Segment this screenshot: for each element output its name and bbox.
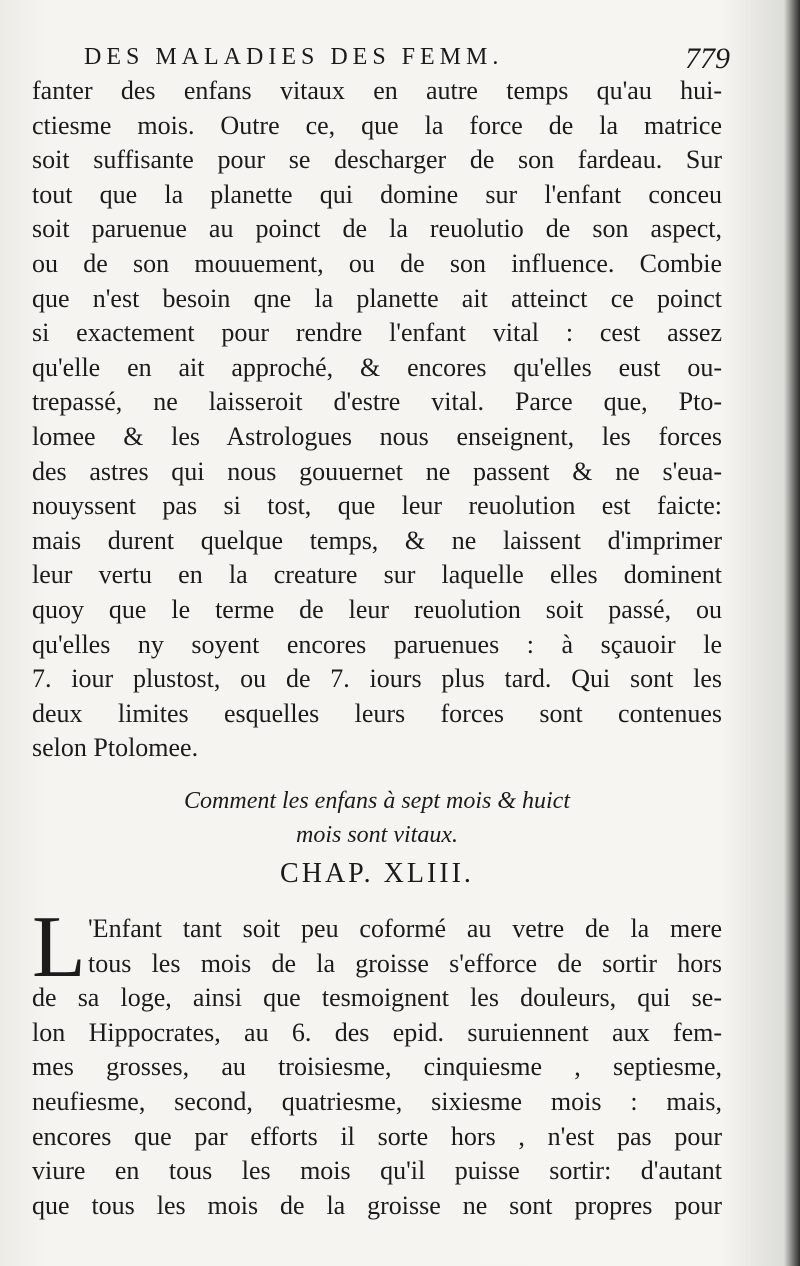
text-line: encores que par efforts il sorte hors , n'est pas pour (32, 1121, 722, 1151)
text-line: si exactement pour rendre l'enfant vital : cest assez (32, 318, 722, 348)
text-line: neufiesme, second, quatriesme, sixiesme mois : mais, (32, 1086, 722, 1116)
text-line: trepassé, ne laisseroit d'estre vital. Parce que, Pto- (32, 387, 722, 417)
chapter-text (32, 899, 722, 1223)
running-head: DES MALADIES DES FEMM. (84, 44, 504, 70)
text-line: que tous les mois de la groisse ne sont propres pour (32, 1190, 722, 1220)
text-line: de sa loge, ainsi que tesmoignent les douleurs, qui se- (32, 983, 722, 1013)
chapter-heading (32, 784, 722, 892)
text-line: 'Enfant tant soit peu coformé au vetre de la mere (88, 914, 722, 943)
text-line: quoy que le terme de leur reuolution soit passé, ou (32, 594, 722, 624)
text-line: des astres qui nous gouuernet ne passent & ne s'eua- (32, 456, 722, 486)
text-line: viure en tous les mois qu'il puisse sortir: d'autant (32, 1156, 722, 1186)
text-line: lon Hippocrates, au 6. des epid. suruiennent aux fem- (32, 1017, 722, 1047)
text-line: fanter des enfans vitaux en autre temps qu'au hui- (32, 76, 722, 105)
text-line: leur vertu en la creature sur laquelle elles dominent (32, 560, 722, 590)
text-line: ctiesme mois. Outre ce, que la force de la matrice (32, 110, 722, 140)
text-line: tous les mois de la groisse s'efforce de sortir hors (88, 948, 722, 978)
chapter-number: CHAP. XLIII. (280, 858, 474, 889)
text-line: que n'est besoin qne la planette ait atteinct ce poinct (32, 283, 722, 313)
chapter-subtitle: Comment les enfans à sept mois & huict (184, 788, 570, 814)
text-line: qu'elle en ait approché, & encores qu'elles eust ou- (32, 352, 722, 382)
text-line: deux limites esquelles leurs forces sont contenues (32, 698, 722, 728)
text-line: mais durent quelque temps, & ne laissent d'imprimer (32, 525, 722, 555)
body-text (32, 74, 722, 766)
chapter-subtitle: mois sont vitaux. (296, 822, 458, 848)
text-line: nouyssent pas si tost, que leur reuolution est faicte: (32, 491, 722, 521)
page-number: 779 (685, 42, 730, 75)
text-line: mes grosses, au troisiesme, cinquiesme , septiesme, (32, 1052, 722, 1082)
text-line: selon Ptolomee. (32, 733, 199, 763)
text-line: soit paruenue au poinct de la reuolutio de son aspect, (32, 214, 722, 244)
text-line: ou de son mouuement, ou de son influence. Combie (32, 248, 722, 278)
text-line: qu'elles ny soyent encores paruenues : à sçauoir le (32, 629, 722, 659)
text-line: soit suffisante pour se descharger de son fardeau. Sur (32, 145, 722, 175)
text-line: 7. iour plustost, ou de 7. iours plus tard. Qui sont les (32, 664, 722, 694)
drop-cap: L (32, 899, 86, 996)
text-line: lomee & les Astrologues nous enseignent, les forces (32, 421, 722, 451)
text-line: tout que la planette qui domine sur l'enfant conceu (32, 179, 722, 209)
